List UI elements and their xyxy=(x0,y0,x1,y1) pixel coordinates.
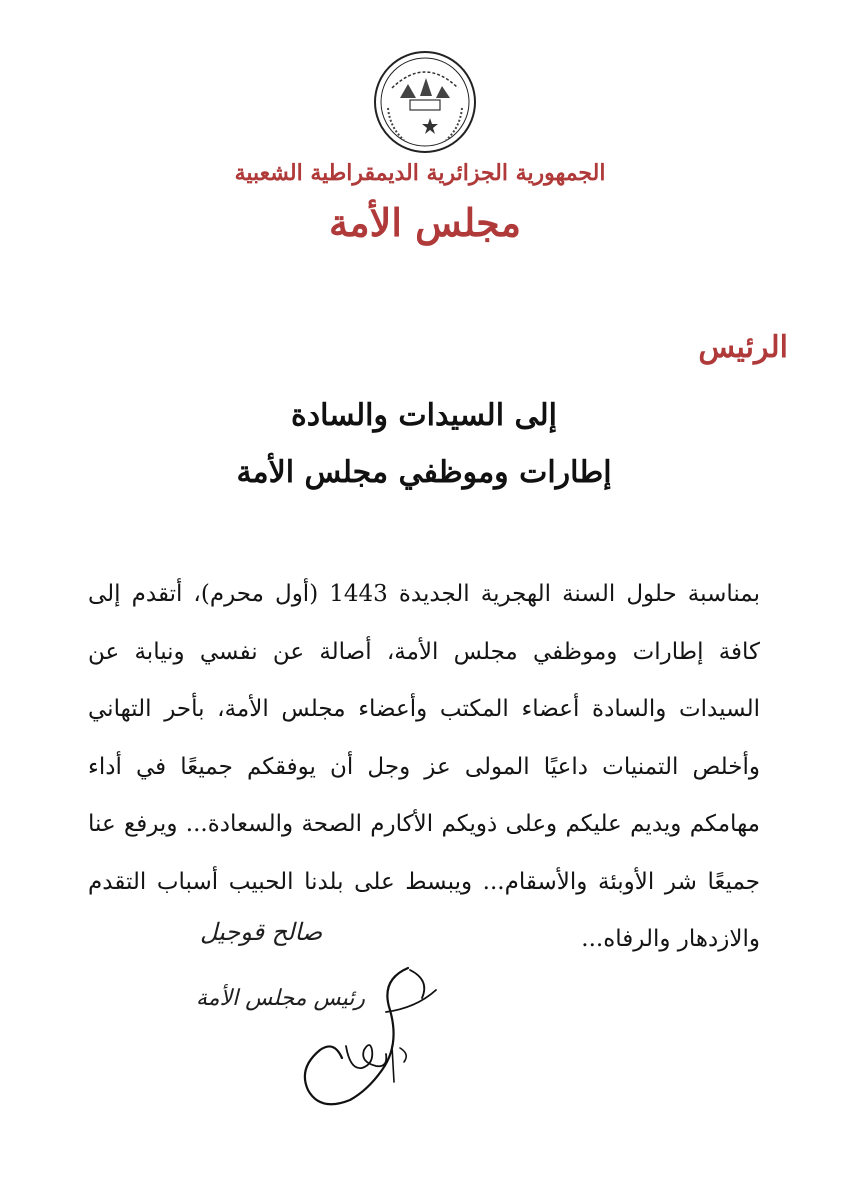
letter-body: بمناسبة حلول السنة الهجرية الجديدة 1443 (أول محرم)، أتقدم إلى كافة إطارات وموظفي مجلس الأمة، أصالة عن نفسي ونيابة عن السيدات والسادة أعضاء المكتب وأعضاء مجلس الأمة، بأحر التهاني وأخلص التمنيات داعيًا المولى عز وجل أن يوفقكم جميعًا في أداء مهامكم ويديم عليكم وعلى ذويكم الأكارم الصحة والسعادة... ويرفع عنا جميعًا شر الأوبئة والأسقام... ويبسط على بلدنا الحبيب أسباب التقدم والازدهار والرفاه... xyxy=(88,581,760,952)
signatory-name: صالح قوجيل xyxy=(200,918,323,946)
handwritten-signature-icon xyxy=(290,950,440,1120)
addressee-line-2: إطارات وموظفي مجلس الأمة xyxy=(236,455,612,490)
republic-name: الجمهورية الجزائرية الديمقراطية الشعبية xyxy=(234,160,606,186)
signatory-role: رئيس مجلس الأمة xyxy=(196,986,365,1011)
council-name: مجلس الأمة xyxy=(328,200,522,245)
addressee-line-1: إلى السيدات والسادة xyxy=(291,398,557,433)
office-title: الرئيس xyxy=(698,330,788,365)
algeria-seal-icon xyxy=(370,48,480,156)
